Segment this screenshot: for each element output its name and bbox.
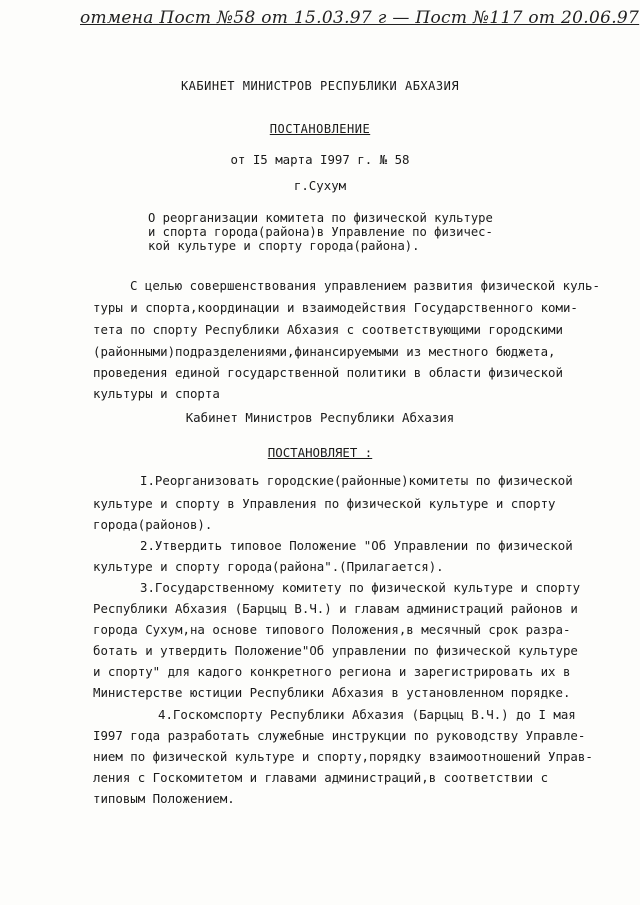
preamble-line: проведения единой государственной политики в области физической	[93, 365, 563, 380]
doc-type: ПОСТАНОВЛЕНИЕ	[269, 122, 371, 136]
preamble-line: туры и спорта,координации и взаимодействия Государственного коми-	[93, 300, 578, 315]
item-line: культуре и спорту города(района".(Прилагается).	[93, 559, 444, 574]
city: г.Сухум	[293, 178, 347, 193]
item-line: 4.Госкомспорту Республики Абхазия (Барцыц В.Ч.) до I мая	[158, 707, 576, 722]
item-line: культуре и спорту в Управления по физической культуре и спорту	[93, 496, 556, 511]
item-line: и спорту" для кадого конкретного региона и зарегистрировать их в	[93, 664, 571, 679]
item-line: ления с Госкомитетом и главами администраций,в соответствии с	[93, 770, 549, 785]
item-line: I.Реорганизовать городские(районные)комитеты по физической	[140, 473, 573, 488]
org-title: КАБИНЕТ МИНИСТРОВ РЕСПУБЛИКИ АБХАЗИЯ	[180, 79, 460, 93]
preamble-line: тета по спорту Республики Абхазия с соответствующими городскими	[93, 322, 563, 337]
item-line: 2.Утвердить типовое Положение "Об Управлении по физической	[140, 538, 573, 553]
item-line: города(районов).	[93, 517, 213, 532]
item-line: ботать и утвердить Положение"Об управлении по физической культуре	[93, 643, 578, 658]
item-line: Министерстве юстиции Республики Абхазия в установленном порядке.	[93, 685, 571, 700]
handwritten-annotation: отмена Пост №58 от 15.03.97 г — Пост №117 от 20.06.97	[80, 8, 640, 28]
resolves-heading: ПОСТАНОВЛЯЕТ :	[267, 445, 373, 460]
subject-line: и спорта города(района)в Управление по физичес-	[148, 225, 493, 239]
item-line: нием по физической культуре и спорту,порядку взаимоотношений Управ-	[93, 749, 593, 764]
preamble-line: (районными)подразделениями,финансируемыми из местного бюджета,	[93, 344, 556, 359]
subject-line: кой культуре и спорту города(района).	[148, 239, 420, 253]
preamble-line: С целью совершенствования управлением развития физической куль-	[130, 278, 600, 293]
preamble-line: культуры и спорта	[93, 386, 220, 401]
item-line: города Сухум,на основе типового Положения,в месячный срок разра-	[93, 622, 571, 637]
item-line: Республики Абхазия (Барцыц В.Ч.) и главам администраций районов и	[93, 601, 578, 616]
item-line: типовым Положением.	[93, 791, 235, 806]
subject-line: О реорганизации комитета по физической культуре	[148, 211, 493, 225]
date-line: от I5 марта I997 г. № 58	[230, 152, 410, 167]
item-line: 3.Государственному комитету по физической культуре и спорту	[140, 580, 581, 595]
item-line: I997 года разработать служебные инструкции по руководству Управле-	[93, 728, 586, 743]
cabinet-line: Кабинет Министров Республики Абхазия	[185, 410, 455, 425]
